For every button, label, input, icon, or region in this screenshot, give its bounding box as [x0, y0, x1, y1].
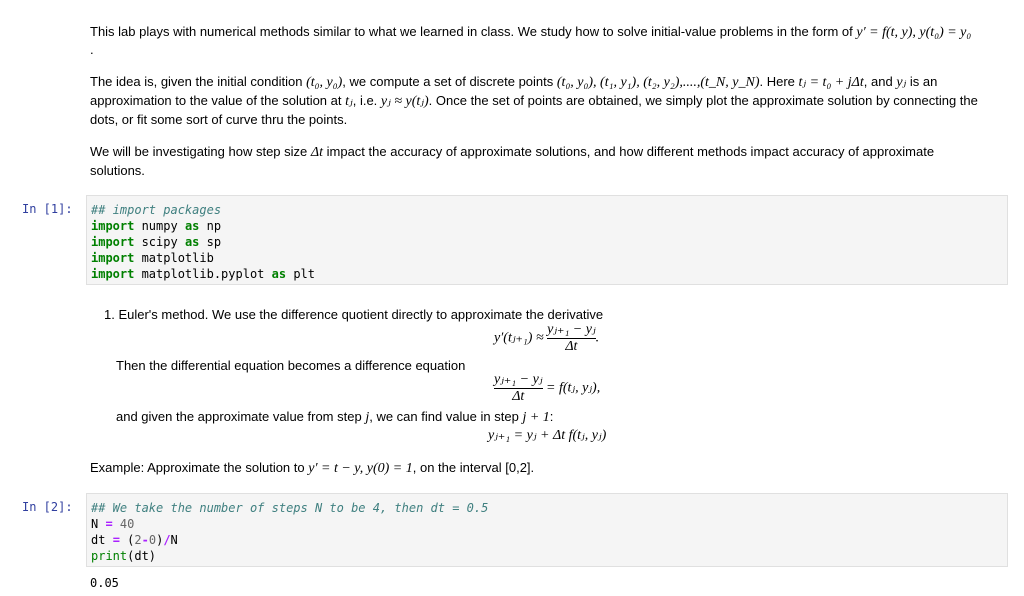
cell-2-prompt: In [2]:: [22, 500, 73, 514]
code-cell-2[interactable]: [86, 493, 1008, 567]
code-line: import numpy as np: [91, 219, 222, 233]
intro-paragraph-2-line-2: approximation to the value of the solution at tⱼ, i.e. yⱼ ≈ y(tⱼ). Once the set of points are obtained, we simply plot the approximate solution by connecting the: [90, 93, 978, 109]
then-text: Then the differential equation becomes a difference equation: [116, 358, 466, 373]
intro-paragraph-3-line-1: We will be investigating how step size Δt impact the accuracy of approximate solutions, and how different methods impact accuracy of approximate: [90, 144, 935, 160]
intro-paragraph-1: [90, 22, 971, 42]
cell-2-output: 0.05: [90, 576, 119, 590]
intro-paragraph-3-line-2: solutions.: [90, 163, 145, 178]
code-cell-1[interactable]: [86, 195, 1008, 285]
intro-dot: .: [90, 42, 94, 57]
intro-paragraph-2-line-3: dots, or fit some sort of curve thru the points.: [90, 112, 348, 127]
code-line: import scipy as sp: [91, 235, 222, 249]
ivp-formula: y′ = f(t, y), y(t₀) = y₀: [856, 25, 972, 40]
code-line: dt = (2-0)/N: [91, 533, 178, 547]
intro-text: This lab plays with numerical methods similar to what we learned in class. We study how to solve initial-value problems in the form of: [90, 24, 853, 39]
intro-paragraph-2-line-1: The idea is, given the initial condition (t₀, y₀), we compute a set of discrete points (t₀, y₀), (t₁, y₁), (t₂, y₂),....,(t_N, y_N). Here tⱼ = t₀ + jΔt, and yⱼ is an: [90, 74, 938, 90]
euler-item: 1. Euler's method. We use the difference quotient directly to approximate the derivative: [104, 307, 604, 322]
cell-1-prompt: In [1]:: [22, 202, 73, 216]
euler-derivative-equation: y′(tⱼ₊₁) ≈ $\frac{\text{yⱼ₊₁ − yⱼ}}{\Delta t}$ .: [494, 322, 600, 354]
code-comment: ## import packages: [91, 203, 222, 217]
code-line: import matplotlib.pyplot as plt: [91, 267, 315, 281]
difference-equation: $\frac{\text{yⱼ₊₁ − yⱼ}}{\Delta t}$ = f(tⱼ, yⱼ),: [494, 372, 601, 404]
code-line: import matplotlib: [91, 251, 214, 265]
code-line: N = 40: [91, 517, 135, 531]
code-comment: ## We take the number of steps N to be 4, then dt = 0.5: [91, 501, 489, 515]
example-text: Example: Approximate the solution to y′ = t − y, y(0) = 1, on the interval [0,2].: [90, 460, 535, 476]
euler-update-formula: yⱼ₊₁ = yⱼ + Δt f(tⱼ, yⱼ): [488, 428, 607, 443]
given-text: and given the approximate value from step j, we can find value in step j + 1:: [116, 409, 554, 425]
code-line: print(dt): [91, 549, 157, 563]
